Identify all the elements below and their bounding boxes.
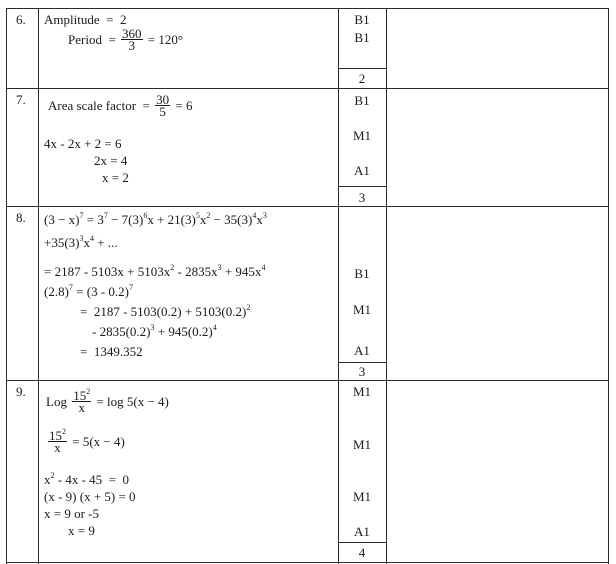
q7-mark-3: A1 [354, 163, 370, 178]
q9-equation-line: $\frac{15^2}{x}$ = 5(x − 4) [49, 427, 125, 455]
q6-amplitude-line: Amplitude = 2 [44, 12, 127, 27]
q8-mark-1: B1 [354, 266, 370, 281]
question-number-9: 9. [16, 384, 26, 399]
q6-fraction-denominator: 3 [128, 38, 136, 53]
total-line-q8 [338, 362, 386, 363]
q6-fraction-numerator: 360 [122, 26, 142, 41]
q9-answer-line: x = 9 [68, 523, 95, 538]
q7-fraction-denominator: 5 [159, 104, 166, 119]
q7-mark-2: M1 [352, 128, 372, 143]
q7-line-2: 2x = 4 [94, 153, 128, 168]
q7-line-1: 4x - 2x + 2 = 6 [44, 136, 122, 151]
table-right-border [608, 8, 609, 564]
q7-area-label: Area scale factor [48, 98, 137, 113]
q9-total: 4 [358, 545, 366, 560]
q9-equation-fraction: $\frac{15^2}{x}$ [49, 427, 66, 455]
total-line-q7 [338, 186, 386, 187]
q7-area-scale-line: Area scale factor = $\frac{30}{5}$ = 6 [48, 92, 193, 119]
q6-period-fraction [121, 28, 143, 51]
q6-amplitude-value: 2 [119, 12, 127, 27]
q7-line-3: x = 2 [102, 170, 129, 185]
q8-expansion-line-1: $(3 - x)^7 = 3^7 - 7(3)^6x + 21(3)^5x^2 - 35(3)^4x^3$ [44, 211, 267, 227]
q8-expansion-line-2: $+35(3)^3x^4$ + ... [44, 234, 118, 250]
q8-total: 3 [358, 364, 366, 379]
table-left-border [6, 8, 7, 564]
q6-amplitude-label: Amplitude [44, 12, 100, 27]
q8-substitution-line: $(2.8)^7 = (3 - 0.2)^7$ [44, 283, 133, 299]
q7-area-result: 6 [186, 98, 193, 113]
q6-mark-2: B1 [354, 30, 370, 45]
row-divider-6-7 [6, 88, 609, 89]
q6-mark-1: B1 [354, 12, 370, 27]
q9-quadratic-line: $x^2 - 4x - 45 = 0$ [44, 471, 129, 487]
q9-factor-line: (x - 9) (x + 5) = 0 [44, 489, 136, 504]
question-number-8: 8. [16, 210, 26, 225]
q8-mark-2: M1 [352, 302, 372, 317]
q9-mark-2: M1 [352, 437, 372, 452]
q8-working-line-2: - $2835(0.2)^3 + 945(0.2)^4$ [92, 323, 217, 339]
q8-expanded-result: = $2187 - 5103x + 5103x^2 - 2835x^3 + 945x^4$ [44, 263, 266, 279]
q8-answer-value: 1349.352 [93, 344, 143, 359]
row-divider-8-9 [6, 380, 609, 381]
q9-mark-3: M1 [352, 489, 372, 504]
q6-period-line: Period = $\frac{360}{3}$ = 120° [68, 26, 184, 53]
row-divider-7-8 [6, 206, 609, 207]
q8-working-line-1: = $2187 - 5103(0.2) + 5103(0.2)^2$ [80, 303, 251, 319]
table-bottom-border [6, 562, 609, 563]
q7-area-fraction [155, 94, 170, 117]
total-line-q6 [338, 68, 386, 69]
marks-column-left-divider [338, 8, 339, 564]
marks-column-right-divider [386, 8, 387, 564]
question-number-6: 6. [16, 12, 26, 27]
q9-log-fraction: $\frac{15^2}{x}$ [73, 387, 91, 415]
total-line-q9 [338, 542, 386, 543]
q9-mark-1: M1 [352, 384, 372, 399]
question-number-7: 7. [16, 92, 26, 107]
q6-period-result: 120° [158, 32, 184, 47]
q9-mark-4: A1 [354, 524, 370, 539]
q7-fraction-numerator: 30 [156, 92, 170, 107]
q7-total: 3 [358, 190, 366, 205]
q8-mark-3: A1 [354, 343, 370, 358]
q9-log-line: Log $\frac{15^2}{x}$ = log 5(x − 4) [46, 387, 169, 415]
q9-roots-line: x = 9 or -5 [44, 506, 99, 521]
q8-final-answer: = 1349.352 [80, 344, 143, 359]
question-column-divider [38, 8, 39, 564]
table-top-border [6, 8, 609, 9]
q6-total: 2 [358, 71, 366, 86]
q6-period-label: Period [68, 32, 102, 47]
q7-mark-1: B1 [354, 93, 370, 108]
